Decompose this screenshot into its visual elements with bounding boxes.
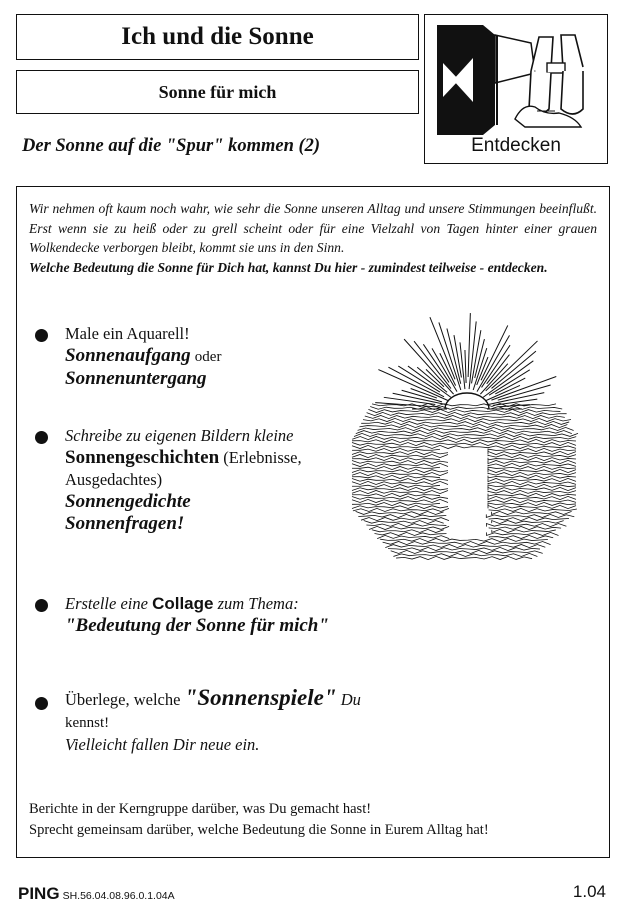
task-keyword: Sonnenaufgang [65, 345, 191, 366]
task-keyword: Sonnenfragen! [65, 513, 185, 534]
subtitle-box [16, 70, 419, 114]
task-keyword: Sonnenuntergang [65, 368, 207, 389]
task-keyword: "Bedeutung der Sonne für mich" [65, 615, 329, 636]
logo-label: Entdecken [471, 135, 561, 156]
intro-paragraph: Wir nehmen oft kaum noch wahr, wie sehr die Sonne unseren Alltag und unsere Stimmungen beeinflußt. Erst wenn sie zu heiß oder zu grell scheint oder für eine Vielzahl von Tagen hinter einer grauen Wolkendecke verborgen bleibt, kommt sie uns in den Sinn. [29, 201, 597, 256]
task-keyword: Collage [152, 594, 214, 613]
worksheet-body [16, 186, 610, 858]
intro-text [29, 199, 597, 277]
page-subtitle: Sonne für mich [158, 81, 277, 102]
footer-brand: PING [18, 884, 60, 903]
bullet-icon [35, 599, 48, 612]
footer-reference: SH.56.04.08.96.0.1.04A [62, 890, 175, 902]
intro-question: Welche Bedeutung die Sonne für Dich hat, kannst Du hier - zumindest teilweise - entdecken. [29, 259, 548, 275]
task-text: Schreibe zu eigenen Bildern kleine [65, 426, 294, 445]
closing-text [29, 799, 489, 841]
page-number: 1.04 [572, 882, 606, 901]
title-box [16, 14, 419, 60]
binoculars-logo-icon [435, 23, 597, 137]
task-text: (Erlebnisse, [223, 448, 302, 467]
task-text: zum Thema: [217, 594, 299, 613]
bullet-icon [35, 431, 48, 444]
bullet-icon [35, 697, 48, 710]
footer-code [18, 884, 175, 904]
task-keyword: Sonnengeschichten [65, 447, 220, 468]
task-keyword: Sonnengedichte [65, 491, 191, 512]
task-text: kennst! [65, 715, 110, 731]
task-text: Vielleicht fallen Dir neue ein. [65, 735, 260, 754]
task-text: Ausgedachtes) [65, 470, 163, 489]
task-text: Erstelle eine [65, 594, 148, 613]
logo-box [424, 14, 608, 164]
task-text: Male ein Aquarell! [65, 324, 190, 343]
closing-line: Berichte in der Kerngruppe darüber, was Du gemacht hast! [29, 801, 372, 817]
task-text: Du [340, 690, 361, 709]
bullet-icon [35, 329, 48, 342]
page-title: Ich und die Sonne [121, 23, 314, 50]
closing-line: Sprecht gemeinsam darüber, welche Bedeutung die Sonne in Eurem Alltag hat! [29, 822, 489, 838]
section-heading: Der Sonne auf die "Spur" kommen (2) [22, 136, 321, 156]
task-keyword: "Sonnenspiele" [184, 685, 337, 710]
task-text: oder [194, 349, 222, 365]
task-text: Überlege, welche [65, 690, 181, 709]
sunset-illustration [349, 309, 585, 571]
